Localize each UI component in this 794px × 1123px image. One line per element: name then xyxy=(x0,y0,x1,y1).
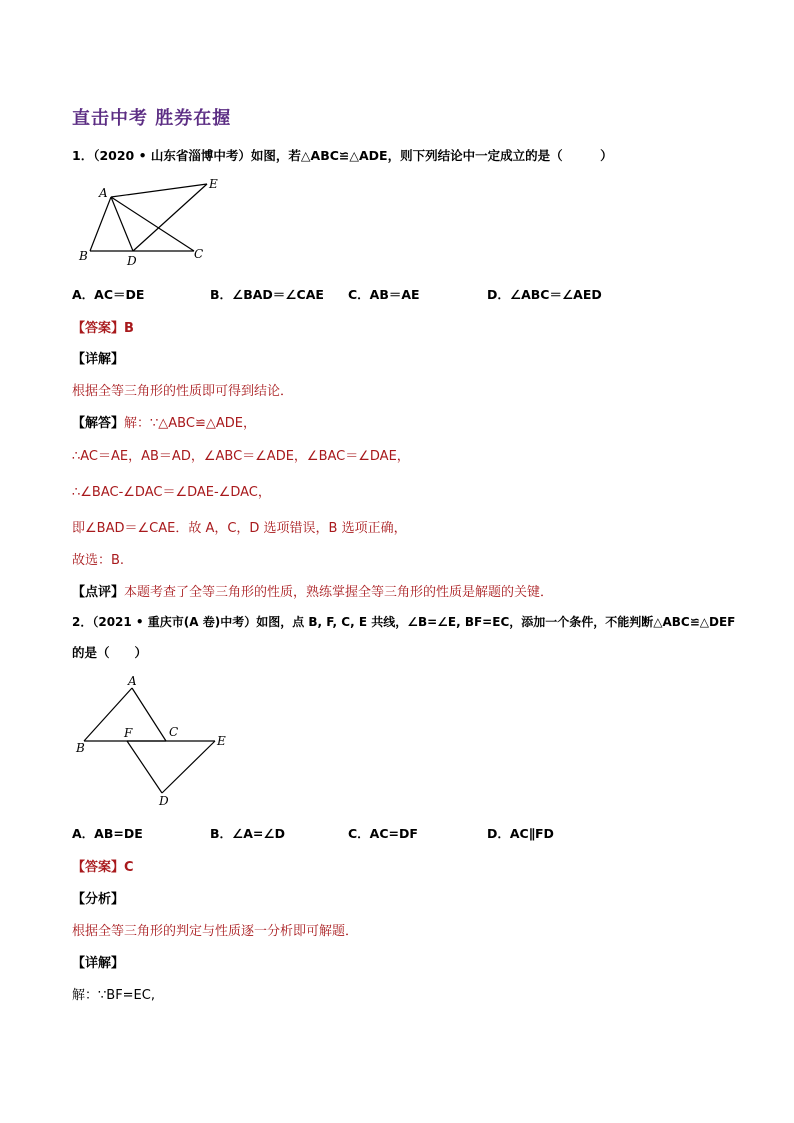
q2-detail-tag: 【详解】 xyxy=(72,956,125,971)
q2-analysis-tag: 【分析】 xyxy=(72,892,125,907)
q2-label-c: C xyxy=(169,725,179,739)
q1-seg-ae xyxy=(111,184,207,197)
q2-label-d: D xyxy=(159,794,169,808)
section-title: 直击中考 胜券在握 xyxy=(72,108,232,129)
q1-seg-ab xyxy=(90,197,111,251)
q1-label-c: C xyxy=(194,247,204,261)
q1-detail-text: 根据全等三角形的性质即可得到结论． xyxy=(72,384,294,399)
q1-figure xyxy=(70,172,230,272)
q2-stem-line-1: 2．（2021 • 重庆市(A 卷)中考）如图，点 B, F, C, E 共线，∠B=∠E, BF=EC，添加一个条件，不能判断△ABC≌△DEF xyxy=(72,615,736,629)
q2-seg-ac xyxy=(132,688,166,741)
q1-label-e: E xyxy=(209,177,218,191)
q1-solution-line-1: 【解答】解：∵△ABC≌△ADE， xyxy=(72,416,256,431)
q1-option-c: C．AB＝AE xyxy=(348,287,420,302)
q2-option-b: B．∠A=∠D xyxy=(210,826,285,841)
q1-seg-ad xyxy=(111,197,133,251)
q1-label-d: D xyxy=(127,254,137,268)
q2-option-c: C．AC=DF xyxy=(348,826,418,841)
q1-option-b: B．∠BAD＝∠CAE xyxy=(210,287,324,302)
q2-option-d: D．AC∥FD xyxy=(487,826,554,841)
q1-option-a: A．AC＝DE xyxy=(72,287,145,302)
q2-seg-de xyxy=(162,741,215,793)
q2-stem-line-2: 的是（ ） xyxy=(72,645,148,660)
q2-option-a: A．AB=DE xyxy=(72,826,143,841)
q1-detail-tag: 【详解】 xyxy=(72,352,125,367)
q2-answer: 【答案】C xyxy=(72,860,134,875)
q1-seg-de xyxy=(133,184,207,251)
q2-label-f: F xyxy=(124,726,133,740)
q1-option-d: D．∠ABC＝∠AED xyxy=(487,287,602,302)
q1-label-b: B xyxy=(79,249,88,263)
q2-seg-fd xyxy=(127,741,162,793)
q2-label-a: A xyxy=(128,674,137,688)
q1-solution-line-4: 即∠BAD＝∠CAE．故 A，C，D 选项错误，B 选项正确， xyxy=(72,521,407,536)
q1-answer: 【答案】B xyxy=(72,321,134,336)
q1-label-a: A xyxy=(99,186,108,200)
q2-detail-text: 解：∵BF=EC, xyxy=(72,988,155,1003)
q2-figure xyxy=(70,672,240,812)
q2-label-b: B xyxy=(76,741,85,755)
q1-solution-line-2: ∴AC＝AE，AB＝AD，∠ABC＝∠ADE，∠BAC＝∠DAE， xyxy=(72,449,410,464)
q1-comment: 【点评】本题考查了全等三角形的性质，熟练掌握全等三角形的性质是解题的关键． xyxy=(72,585,554,600)
q1-solution-line-5: 故选：B. xyxy=(72,553,125,568)
q1-stem: 1．（2020 • 山东省淄博中考）如图，若△ABC≌△ADE，则下列结论中一定成立的是（ ） xyxy=(72,148,613,163)
q2-analysis-text: 根据全等三角形的判定与性质逐一分析即可解题． xyxy=(72,924,359,939)
q1-seg-ac xyxy=(111,197,194,251)
q2-label-e: E xyxy=(217,734,226,748)
q1-solution-line-3: ∴∠BAC-∠DAC＝∠DAE-∠DAC， xyxy=(72,485,271,500)
